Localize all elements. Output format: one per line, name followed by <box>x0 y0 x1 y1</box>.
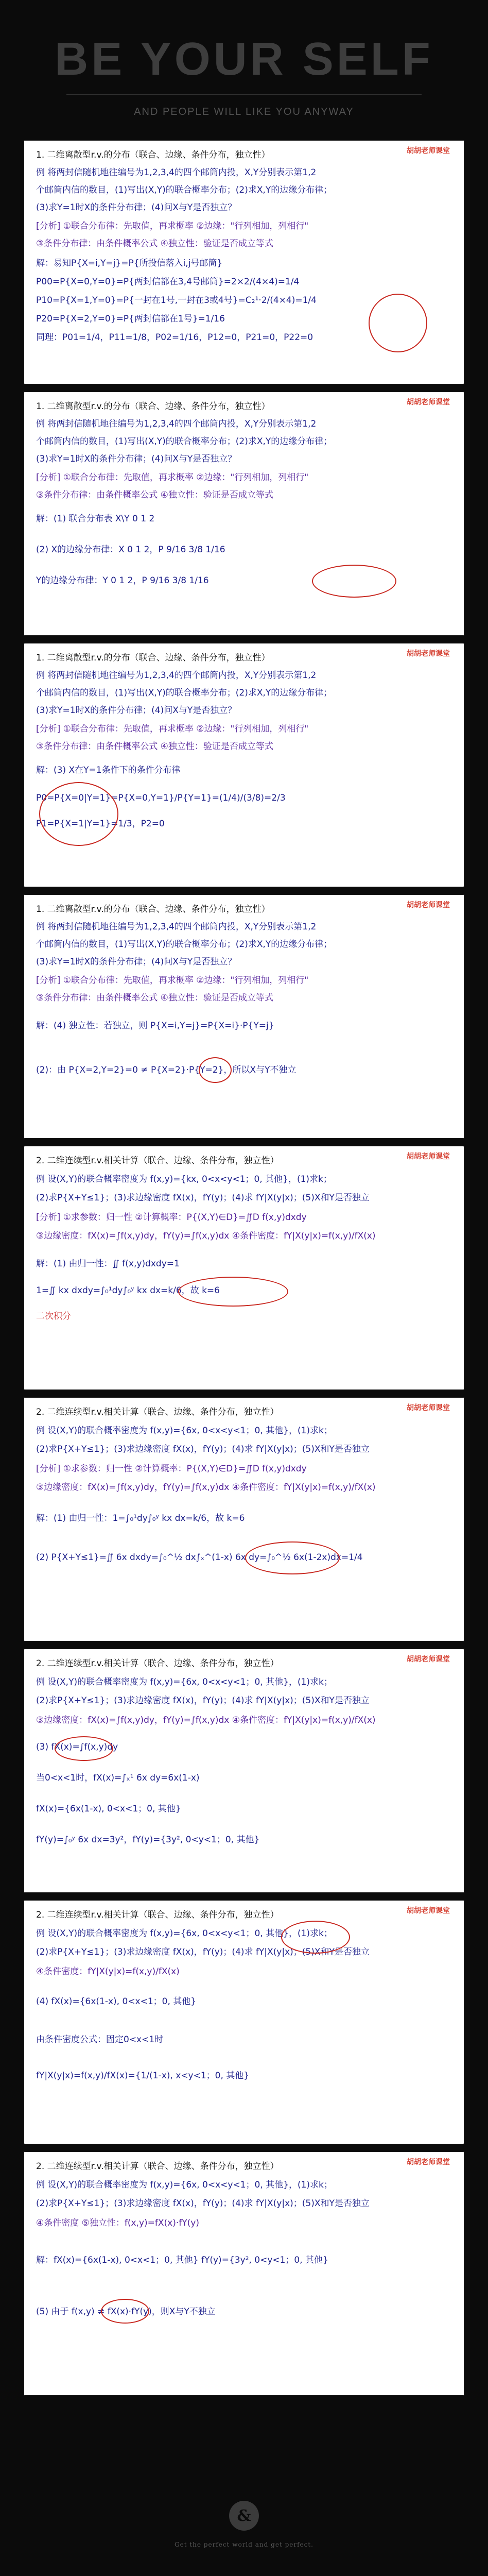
panel-line: (2)：由 P{X=2,Y=2}=0 ≠ P{X=2}·P{Y=2}，所以X与Y不独立 <box>36 1065 297 1075</box>
panel-line: ③条件分布律：由条件概率公式 ④独立性：验证是否成立等式 <box>36 239 273 249</box>
panel-line: 1. 二维离散型r.v.的分布（联合、边缘、条件分布，独立性） <box>36 150 270 160</box>
panel-line: 例 设(X,Y)的联合概率密度为 f(x,y)={6x, 0<x<y<1；0, 其他}，(1)求k； <box>36 1928 333 1939</box>
note-panel-4 <box>24 894 464 1139</box>
panel-line: 个邮筒内信的数目，(1)写出(X,Y)的联合概率分布；(2)求X,Y的边缘分布律； <box>36 436 333 447</box>
panel-line: ④条件密度 ⑤独立性：f(x,y)=fX(x)·fY(y) <box>36 2218 199 2228</box>
panel-line: 2. 二维连续型r.v.相关计算（联合、边缘、条件分布，独立性） <box>36 1407 279 1417</box>
panel-line: ③条件分布律：由条件概率公式 ④独立性：验证是否成立等式 <box>36 490 273 500</box>
panel-line: 解：(1) 由归一性：∬ f(x,y)dxdy=1 <box>36 1259 180 1269</box>
page-header <box>0 0 488 144</box>
footer-slogan: Get the perfect world and get perfect. <box>175 2541 313 2548</box>
panel-line: fY|X(y|x)=f(x,y)/fX(x)={1/(1-x), x<y<1；0, 其他} <box>36 2071 250 2081</box>
page-title: BE YOUR SELF <box>55 33 433 85</box>
note-panel-8 <box>24 1900 464 2144</box>
panel-line: Y的边缘分布律：Y 0 1 2，P 9/16 3/8 1/16 <box>36 575 209 586</box>
panel-line: ③边缘密度：fX(x)=∫f(x,y)dy，fY(y)=∫f(x,y)dx ④条件密度：fY|X(y|x)=f(x,y)/fX(x) <box>36 1231 376 1241</box>
panel-line: fX(x)={6x(1-x), 0<x<1；0, 其他} <box>36 1804 181 1814</box>
panel-line: ③条件分布律：由条件概率公式 ④独立性：验证是否成立等式 <box>36 993 273 1003</box>
panel-line: 同理：P01=1/4，P11=1/8，P02=1/16，P12=0，P21=0，P22=0 <box>36 332 313 343</box>
panel-line: [分析] ①求参数：归一性 ②计算概率：P{(X,Y)∈D}=∬D f(x,y)dxdy <box>36 1212 307 1223</box>
hand-circle <box>39 782 118 846</box>
watermark: 胡胡老师课堂 <box>407 1153 450 1161</box>
watermark: 胡胡老师课堂 <box>407 901 450 909</box>
panel-line: (2) X的边缘分布律：X 0 1 2，P 9/16 3/8 1/16 <box>36 545 225 555</box>
panel-line: (2)求P{X+Y≤1}；(3)求边缘密度 fX(x)，fY(y)；(4)求 fY|X(y|x)；(5)X和Y是否独立 <box>36 2198 370 2209</box>
panel-line: ③边缘密度：fX(x)=∫f(x,y)dy，fY(y)=∫f(x,y)dx ④条件密度：fY|X(y|x)=f(x,y)/fX(x) <box>36 1715 376 1725</box>
panel-line: 2. 二维连续型r.v.相关计算（联合、边缘、条件分布，独立性） <box>36 1156 279 1166</box>
panel-line: 2. 二维连续型r.v.相关计算（联合、边缘、条件分布，独立性） <box>36 1658 279 1669</box>
panel-line: [分析] ①求参数：归一性 ②计算概率：P{(X,Y)∈D}=∬D f(x,y)dxdy <box>36 1464 307 1474</box>
hand-circle <box>199 1057 232 1083</box>
note-panel-9 <box>24 2151 464 2396</box>
panel-line: 2. 二维连续型r.v.相关计算（联合、边缘、条件分布，独立性） <box>36 1910 279 1920</box>
panel-line: (4) fX(x)={6x(1-x), 0<x<1；0, 其他} <box>36 1996 197 2007</box>
panel-line: [分析] ①联合分布律：先取值，再求概率 ②边缘："行列相加，列相行" <box>36 724 309 734</box>
panel-line: [分析] ①联合分布律：先取值，再求概率 ②边缘："行列相加，列相行" <box>36 221 309 231</box>
panel-line: fY(y)=∫₀ʸ 6x dx=3y²，fY(y)={3y², 0<y<1；0, 其他} <box>36 1835 260 1845</box>
panel-line: 解：(3) X在Y=1条件下的条件分布律 <box>36 765 181 775</box>
note-panel-1 <box>24 140 464 384</box>
page-subtitle: AND PEOPLE WILL LIKE YOU ANYWAY <box>134 106 354 117</box>
panel-line: 解：(4) 独立性：若独立，则 P{X=i,Y=j}=P{X=i}·P{Y=j} <box>36 1021 274 1031</box>
panel-line: 解：(1) 由归一性：1=∫₀¹dy∫₀ʸ kx dx=k/6，故 k=6 <box>36 1513 245 1523</box>
panel-line: 例 设(X,Y)的联合概率密度为 f(x,y)={6x, 0<x<y<1；0, 其他}，(1)求k； <box>36 1677 333 1687</box>
watermark: 胡胡老师课堂 <box>407 650 450 658</box>
panel-line: (2)求P{X+Y≤1}；(3)求边缘密度 fX(x)，fY(y)；(4)求 fY|X(y|x)；(5)X和Y是否独立 <box>36 1193 370 1203</box>
panel-line: P1=P{X=1|Y=1}=1/3，P2=0 <box>36 819 165 829</box>
panel-line: 1=∬ kx dxdy=∫₀¹dy∫₀ʸ kx dx=k/6，故 k=6 <box>36 1285 220 1296</box>
watermark: 胡胡老师课堂 <box>407 2158 450 2166</box>
panel-line: (5) 由于 f(x,y) ≠ fX(x)·fY(y)，则X与Y不独立 <box>36 2307 216 2317</box>
panel-line: 例 设(X,Y)的联合概率密度为 f(x,y)={6x, 0<x<y<1；0, 其他}，(1)求k； <box>36 1426 333 1436</box>
panel-line: 由条件密度公式：固定0<x<1时 <box>36 2035 164 2045</box>
panel-line: P00=P{X=0,Y=0}=P{两封信都在3,4号邮筒}=2×2/(4×4)=1/4 <box>36 277 300 287</box>
panel-line: 例 设(X,Y)的联合概率密度为 f(x,y)={6x, 0<x<y<1；0, 其他}，(1)求k； <box>36 2180 333 2190</box>
panel-line: 解：(1) 联合分布表 X\Y 0 1 2 <box>36 514 155 524</box>
hand-circle <box>101 2299 149 2324</box>
panel-line: 个邮筒内信的数目，(1)写出(X,Y)的联合概率分布；(2)求X,Y的边缘分布律； <box>36 185 333 195</box>
panel-line: (3)求Y=1时X的条件分布律；(4)问X与Y是否独立？ <box>36 705 237 716</box>
page-footer <box>0 2494 488 2576</box>
panel-line: 解：易知P{X=i,Y=j}=P{所投信落入i,j号邮筒} <box>36 258 223 268</box>
panel-line: 个邮筒内信的数目，(1)写出(X,Y)的联合概率分布；(2)求X,Y的边缘分布律； <box>36 688 333 698</box>
panel-line: 例 设(X,Y)的联合概率密度为 f(x,y)={kx, 0<x<y<1；0, 其他}，(1)求k； <box>36 1174 332 1184</box>
hand-circle <box>178 1277 288 1307</box>
panel-line: 个邮筒内信的数目，(1)写出(X,Y)的联合概率分布；(2)求X,Y的边缘分布律； <box>36 939 333 950</box>
panel-line: ③条件分布律：由条件概率公式 ④独立性：验证是否成立等式 <box>36 741 273 752</box>
note-panel-7 <box>24 1649 464 1893</box>
panel-line: 解：fX(x)={6x(1-x), 0<x<1；0, 其他} fY(y)={3y², 0<y<1；0, 其他} <box>36 2255 328 2265</box>
panel-line: (3)求Y=1时X的条件分布律；(4)问X与Y是否独立？ <box>36 454 237 464</box>
note-panel-6 <box>24 1397 464 1641</box>
note-panel-3 <box>24 643 464 887</box>
panel-line: (2)求P{X+Y≤1}；(3)求边缘密度 fX(x)，fY(y)；(4)求 fY|X(y|x)；(5)X和Y是否独立 <box>36 1696 370 1706</box>
panel-line: (2)求P{X+Y≤1}；(3)求边缘密度 fX(x)，fY(y)；(4)求 fY|X(y|x)；(5)X和Y是否独立 <box>36 1444 370 1454</box>
hand-circle <box>281 1921 350 1954</box>
panel-line: [分析] ①联合分布律：先取值，再求概率 ②边缘："行列相加，列相行" <box>36 472 309 483</box>
panel-line: (3) fX(x)=∫f(x,y)dy <box>36 1742 118 1752</box>
header-divider <box>66 94 422 95</box>
panel-line: 例 将两封信随机地往编号为1,2,3,4的四个邮筒内投，X,Y分别表示第1,2 <box>36 167 317 178</box>
panel-line: ③边缘密度：fX(x)=∫f(x,y)dy，fY(y)=∫f(x,y)dx ④条件密度：fY|X(y|x)=f(x,y)/fX(x) <box>36 1482 376 1493</box>
hand-circle <box>245 1541 340 1574</box>
panel-line: 例 将两封信随机地往编号为1,2,3,4的四个邮筒内投，X,Y分别表示第1,2 <box>36 670 317 681</box>
hand-circle <box>55 1736 113 1761</box>
panel-line: 当0<x<1时，fX(x)=∫ₓ¹ 6x dy=6x(1-x) <box>36 1773 200 1783</box>
note-panel-5 <box>24 1146 464 1390</box>
panel-line: (2)求P{X+Y≤1}；(3)求边缘密度 fX(x)，fY(y)；(4)求 fY|X(y|x)；(5)X和Y是否独立 <box>36 1947 370 1957</box>
watermark: 胡胡老师课堂 <box>407 1655 450 1664</box>
watermark: 胡胡老师课堂 <box>407 1907 450 1915</box>
watermark: 胡胡老师课堂 <box>407 1404 450 1412</box>
note-panel-2 <box>24 392 464 636</box>
panel-line: 1. 二维离散型r.v.的分布（联合、边缘、条件分布，独立性） <box>36 904 270 914</box>
watermark: 胡胡老师课堂 <box>407 147 450 155</box>
ampersand-logo: & <box>229 2501 259 2531</box>
hand-circle <box>312 565 396 598</box>
panel-line: 2. 二维连续型r.v.相关计算（联合、边缘、条件分布，独立性） <box>36 2161 279 2172</box>
panel-line: [分析] ①联合分布律：先取值，再求概率 ②边缘："行列相加，列相行" <box>36 975 309 986</box>
watermark: 胡胡老师课堂 <box>407 398 450 406</box>
panel-line: P10=P{X=1,Y=0}=P{一封在1号,一封在3或4号}=C₂¹·2/(4×4)=1/4 <box>36 295 317 306</box>
panel-line: (2) P{X+Y≤1}=∬ 6x dxdy=∫₀^½ dx∫ₓ^(1-x) 6x dy=∫₀^½ 6x(1-2x)dx=1/4 <box>36 1552 363 1563</box>
panel-line: 1. 二维离散型r.v.的分布（联合、边缘、条件分布，独立性） <box>36 653 270 663</box>
panel-line: (3)求Y=1时X的条件分布律；(4)问X与Y是否独立？ <box>36 957 237 967</box>
panel-line: P0=P{X=0|Y=1}=P{X=0,Y=1}/P{Y=1}=(1/4)/(3/8)=2/3 <box>36 793 286 803</box>
panel-line: 1. 二维离散型r.v.的分布（联合、边缘、条件分布，独立性） <box>36 401 270 412</box>
panel-line: (3)求Y=1时X的条件分布律；(4)问X与Y是否独立？ <box>36 202 237 213</box>
panel-line: 例 将两封信随机地往编号为1,2,3,4的四个邮筒内投，X,Y分别表示第1,2 <box>36 419 317 429</box>
panel-line: 例 将两封信随机地往编号为1,2,3,4的四个邮筒内投，X,Y分别表示第1,2 <box>36 922 317 932</box>
panel-line: 二次积分 <box>36 1311 71 1321</box>
panel-line: P20=P{X=2,Y=0}=P{两封信都在1号}=1/16 <box>36 314 225 324</box>
panel-line: ④条件密度：fY|X(y|x)=f(x,y)/fX(x) <box>36 1967 180 1977</box>
hand-circle <box>369 294 427 352</box>
